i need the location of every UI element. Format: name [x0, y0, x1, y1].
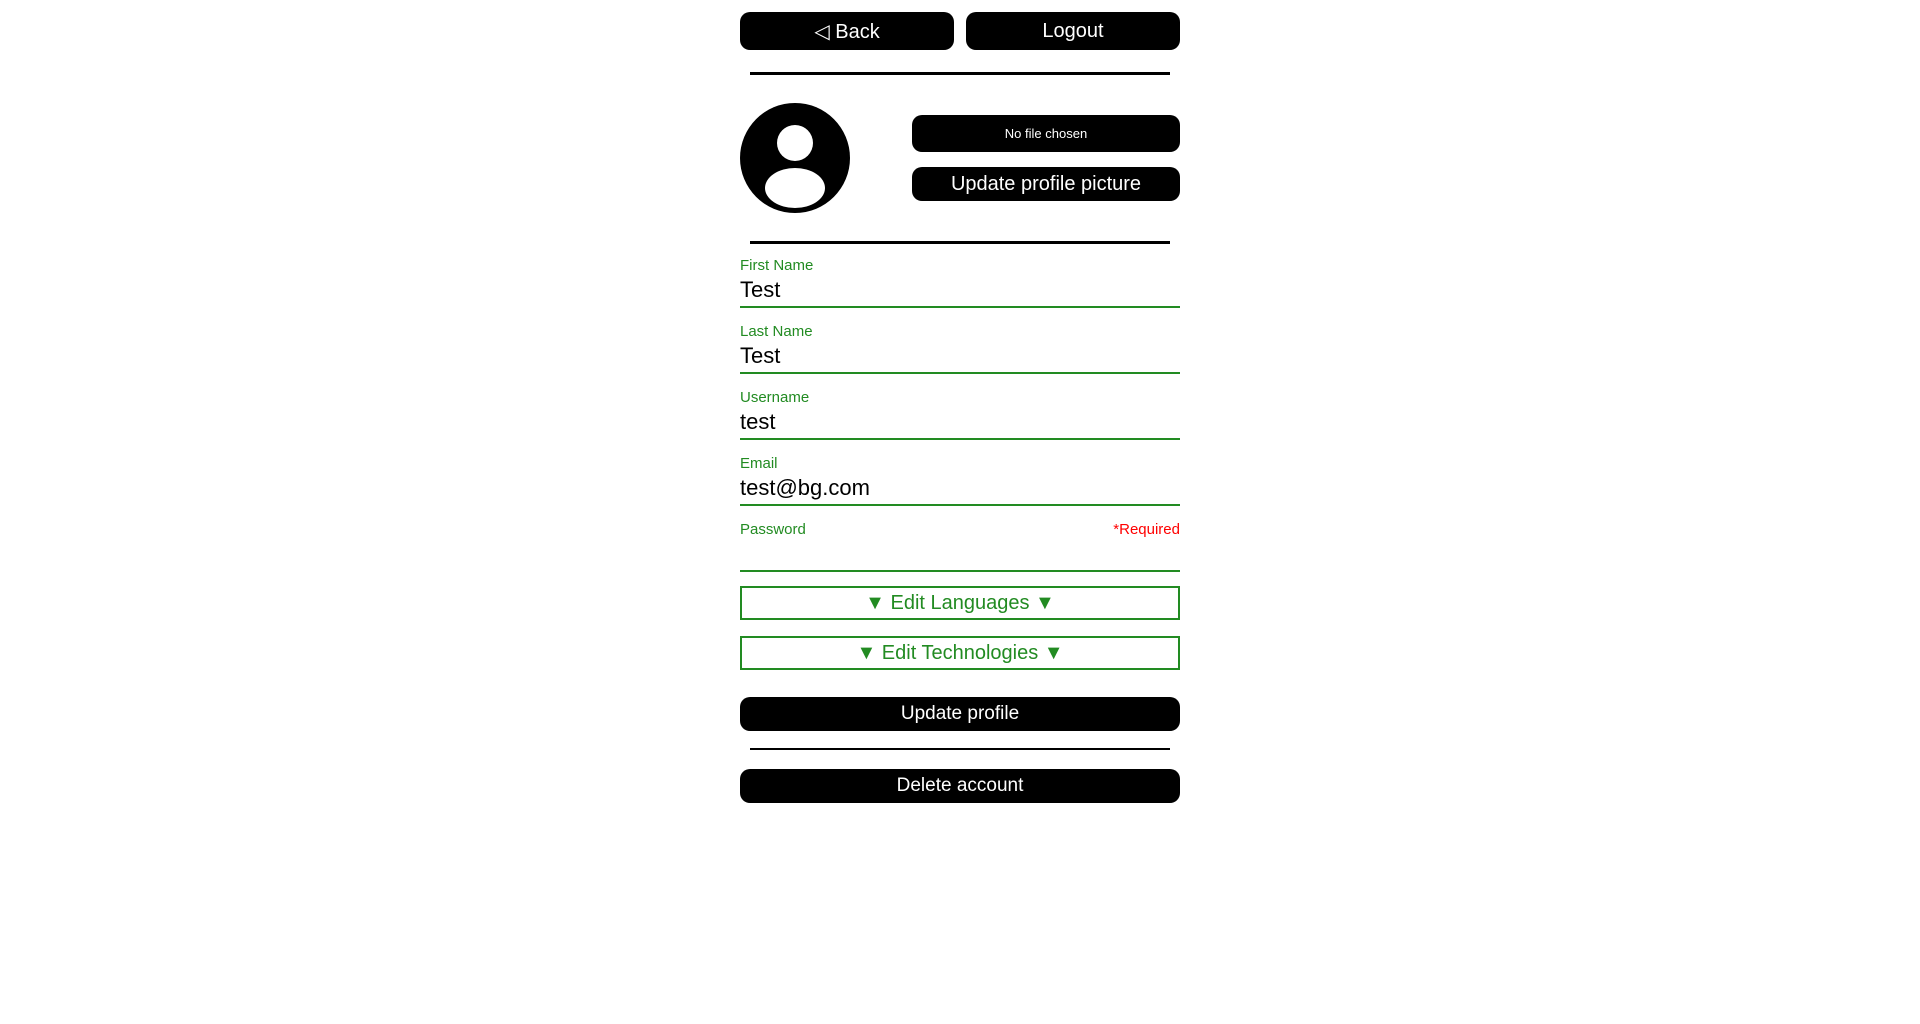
- profile-picture-section: [740, 103, 1180, 213]
- profile-page: [740, 12, 1180, 803]
- email-input[interactable]: [740, 473, 1180, 506]
- picture-upload-controls: [912, 115, 1180, 201]
- password-input[interactable]: [740, 539, 1180, 572]
- update-profile-button[interactable]: Update profile: [740, 697, 1180, 731]
- edit-technologies-button[interactable]: ▼ Edit Technologies ▼: [740, 636, 1180, 670]
- password-label-row: [740, 520, 1180, 539]
- required-note: *Required: [1113, 521, 1180, 538]
- field-username: [740, 388, 1180, 440]
- field-password: [740, 520, 1180, 572]
- field-first-name: [740, 256, 1180, 308]
- first-name-input[interactable]: [740, 275, 1180, 308]
- password-label: Password: [740, 521, 806, 538]
- last-name-label: Last Name: [740, 323, 813, 340]
- username-input[interactable]: [740, 407, 1180, 440]
- profile-form: [740, 256, 1180, 731]
- update-profile-picture-button[interactable]: Update profile picture: [912, 167, 1180, 201]
- last-name-input[interactable]: [740, 341, 1180, 374]
- username-label: Username: [740, 389, 810, 406]
- edit-languages-button[interactable]: ▼ Edit Languages ▼: [740, 586, 1180, 620]
- delete-account-button[interactable]: Delete account: [740, 769, 1180, 803]
- choose-file-button[interactable]: No file chosen: [912, 115, 1180, 152]
- field-email: [740, 454, 1180, 506]
- divider: [750, 748, 1170, 750]
- top-button-bar: [740, 12, 1180, 50]
- field-last-name: [740, 322, 1180, 374]
- email-label: Email: [740, 455, 778, 472]
- back-button[interactable]: ◁ Back: [740, 12, 954, 50]
- logout-button[interactable]: Logout: [966, 12, 1180, 50]
- divider: [750, 241, 1170, 244]
- person-circle-icon: [740, 103, 850, 213]
- first-name-label: First Name: [740, 257, 814, 274]
- divider: [750, 72, 1170, 75]
